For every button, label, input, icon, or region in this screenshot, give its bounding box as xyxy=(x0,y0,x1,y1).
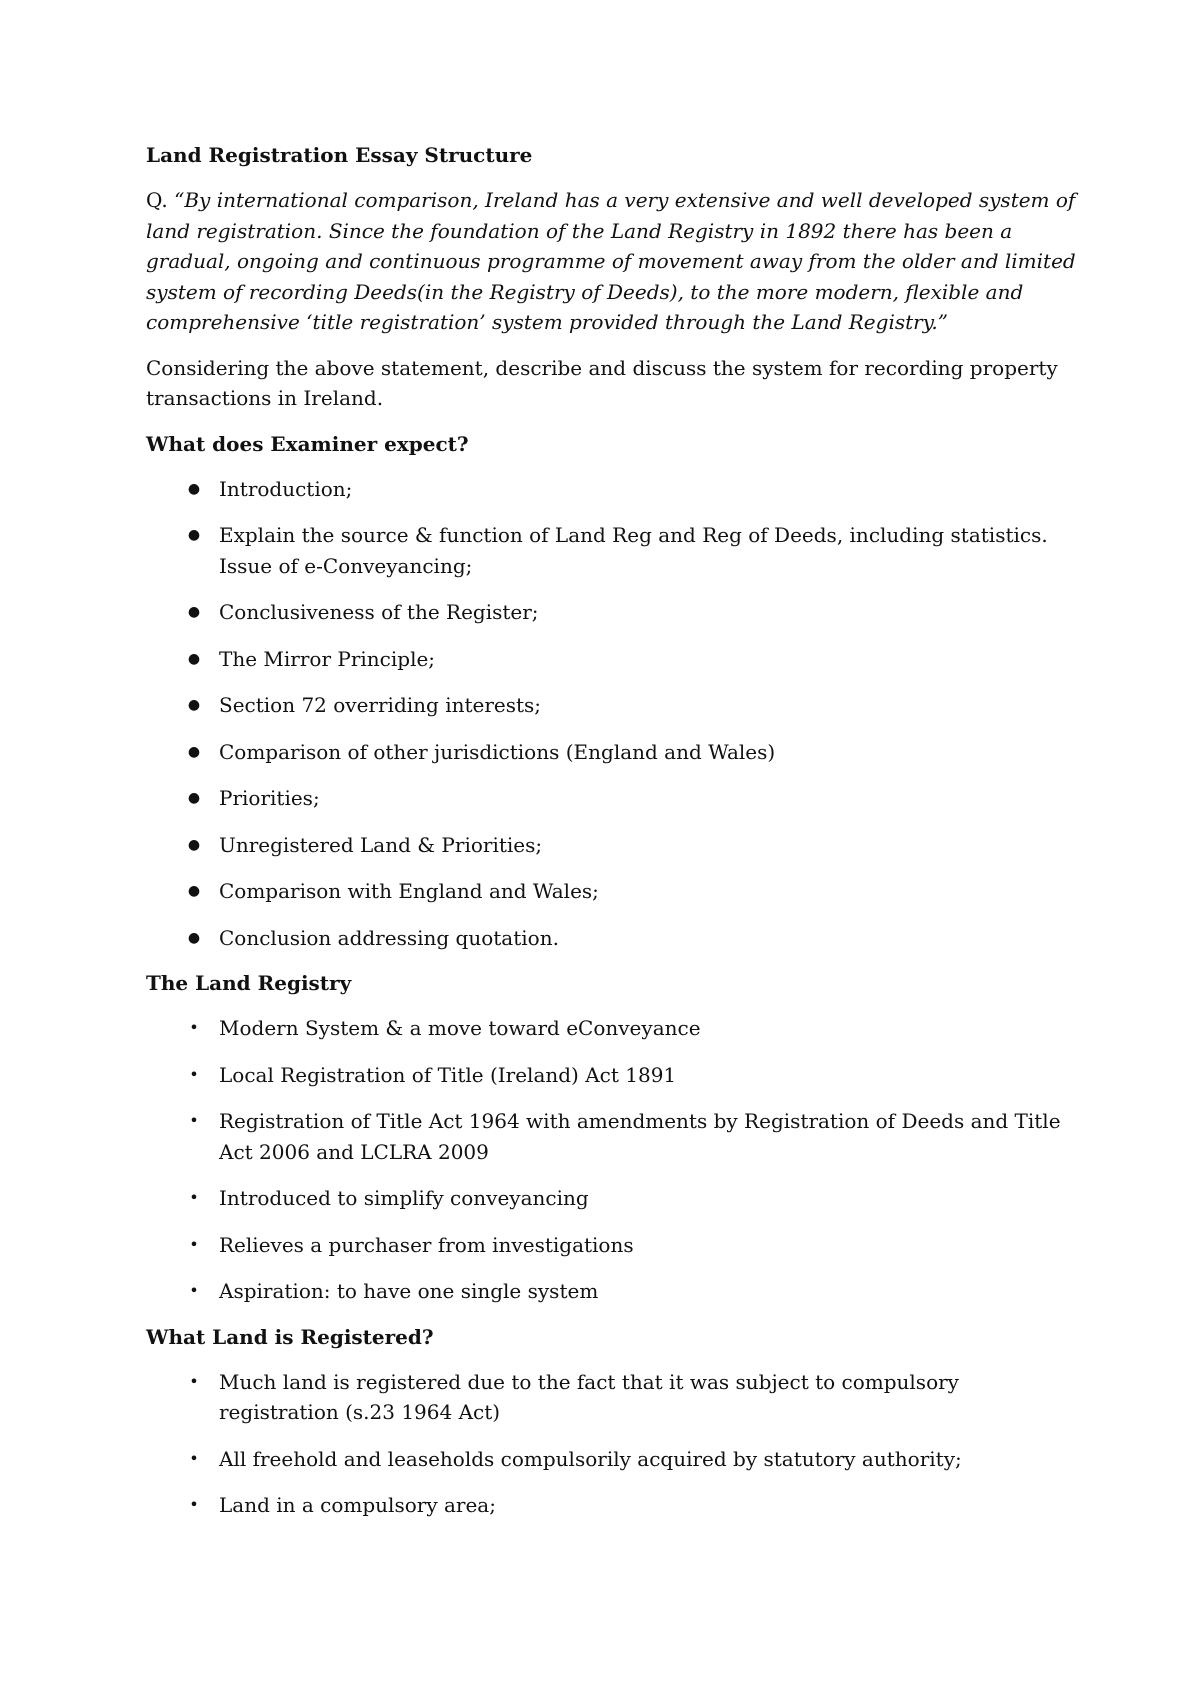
bullet-icon: • xyxy=(189,1111,199,1130)
bullet-dot-icon: ● xyxy=(187,604,201,620)
bullet-icon: • xyxy=(189,1018,199,1037)
bullet-dot-icon: ● xyxy=(187,480,201,497)
bullet-dot-icon: ● xyxy=(187,650,201,667)
list-item: ● Comparison with England and Wales; xyxy=(146,876,1076,907)
list-item: • Land in a compulsory area; xyxy=(146,1490,1076,1521)
list-item: ● Unregistered Land & Priorities; xyxy=(146,830,1076,861)
section-heading-land-registry: The Land Registry xyxy=(146,971,352,995)
land-registry-list xyxy=(146,1013,1076,1307)
document-page xyxy=(146,140,1076,1536)
list-item: • Modern System & a move toward eConveyance xyxy=(146,1013,1076,1044)
document-title: Land Registration Essay Structure xyxy=(146,143,533,167)
bullet-icon: • xyxy=(189,1281,199,1300)
list-item: ● The Mirror Principle; xyxy=(146,644,1076,675)
list-item: • All freehold and leaseholds compulsorily acquired by statutory authority; xyxy=(146,1444,1076,1475)
bullet-dot-icon: ● xyxy=(187,790,201,806)
list-item: • Introduced to simplify conveyancing xyxy=(146,1183,1076,1214)
bullet-icon: • xyxy=(189,1188,199,1207)
bullet-icon: • xyxy=(189,1064,199,1084)
list-item: • Much land is registered due to the fact that it was subject to compulsory registration (s.23 1964 Act) xyxy=(146,1367,1076,1428)
list-item: ● Conclusiveness of the Register; xyxy=(146,597,1076,628)
question-instruction: Considering the above statement, describe and discuss the system for recording property transactions in Ireland. xyxy=(146,355,1058,410)
list-item: ● Introduction; xyxy=(146,474,1076,505)
bullet-dot-icon: ● xyxy=(187,743,201,760)
essay-question xyxy=(146,185,1076,338)
bullet-dot-icon: ● xyxy=(187,836,201,853)
bullet-icon: • xyxy=(189,1448,199,1468)
list-item: • Registration of Title Act 1964 with amendments by Registration of Deeds and Title Act 2006 and LCLRA 2009 xyxy=(146,1106,1076,1167)
list-item: ● Conclusion addressing quotation. xyxy=(146,923,1076,954)
bullet-dot-icon: ● xyxy=(187,697,201,713)
list-item: • Local Registration of Title (Ireland) Act 1891 xyxy=(146,1060,1076,1091)
list-item: • Relieves a purchaser from investigations xyxy=(146,1230,1076,1261)
list-item: • Aspiration: to have one single system xyxy=(146,1276,1076,1307)
question-prefix: Q. xyxy=(146,188,175,212)
section-heading-what-land: What Land is Registered? xyxy=(146,1324,434,1349)
section-heading-examiner: What does Examiner expect? xyxy=(146,431,469,456)
examiner-expectations-list xyxy=(146,474,1076,954)
what-land-list xyxy=(146,1367,1076,1521)
list-item: ● Comparison of other jurisdictions (England and Wales) xyxy=(146,737,1076,768)
bullet-icon: • xyxy=(189,1234,199,1254)
bullet-dot-icon: ● xyxy=(187,527,201,543)
question-quotation: “By international comparison, Ireland has a very extensive and well developed system of land registration. Since the foundation of the Land Registry in 1892 there has been a gradual, ongoing and continuous programme of movement away from the older and limited system of recording Deeds(in the Registry of Deeds), to the more modern, flexible and comprehensive ‘title registration’ system provided through the Land Registry.” xyxy=(146,188,1076,334)
list-item: ● Section 72 overriding interests; xyxy=(146,690,1076,721)
bullet-dot-icon: ● xyxy=(187,929,201,946)
list-item: ● Priorities; xyxy=(146,783,1076,814)
bullet-dot-icon: ● xyxy=(187,883,201,899)
bullet-icon: • xyxy=(189,1371,199,1391)
bullet-icon: • xyxy=(189,1495,199,1514)
list-item: ● Explain the source & function of Land Reg and Reg of Deeds, including statistics. Issue of e-Conveyancing; xyxy=(146,520,1076,581)
